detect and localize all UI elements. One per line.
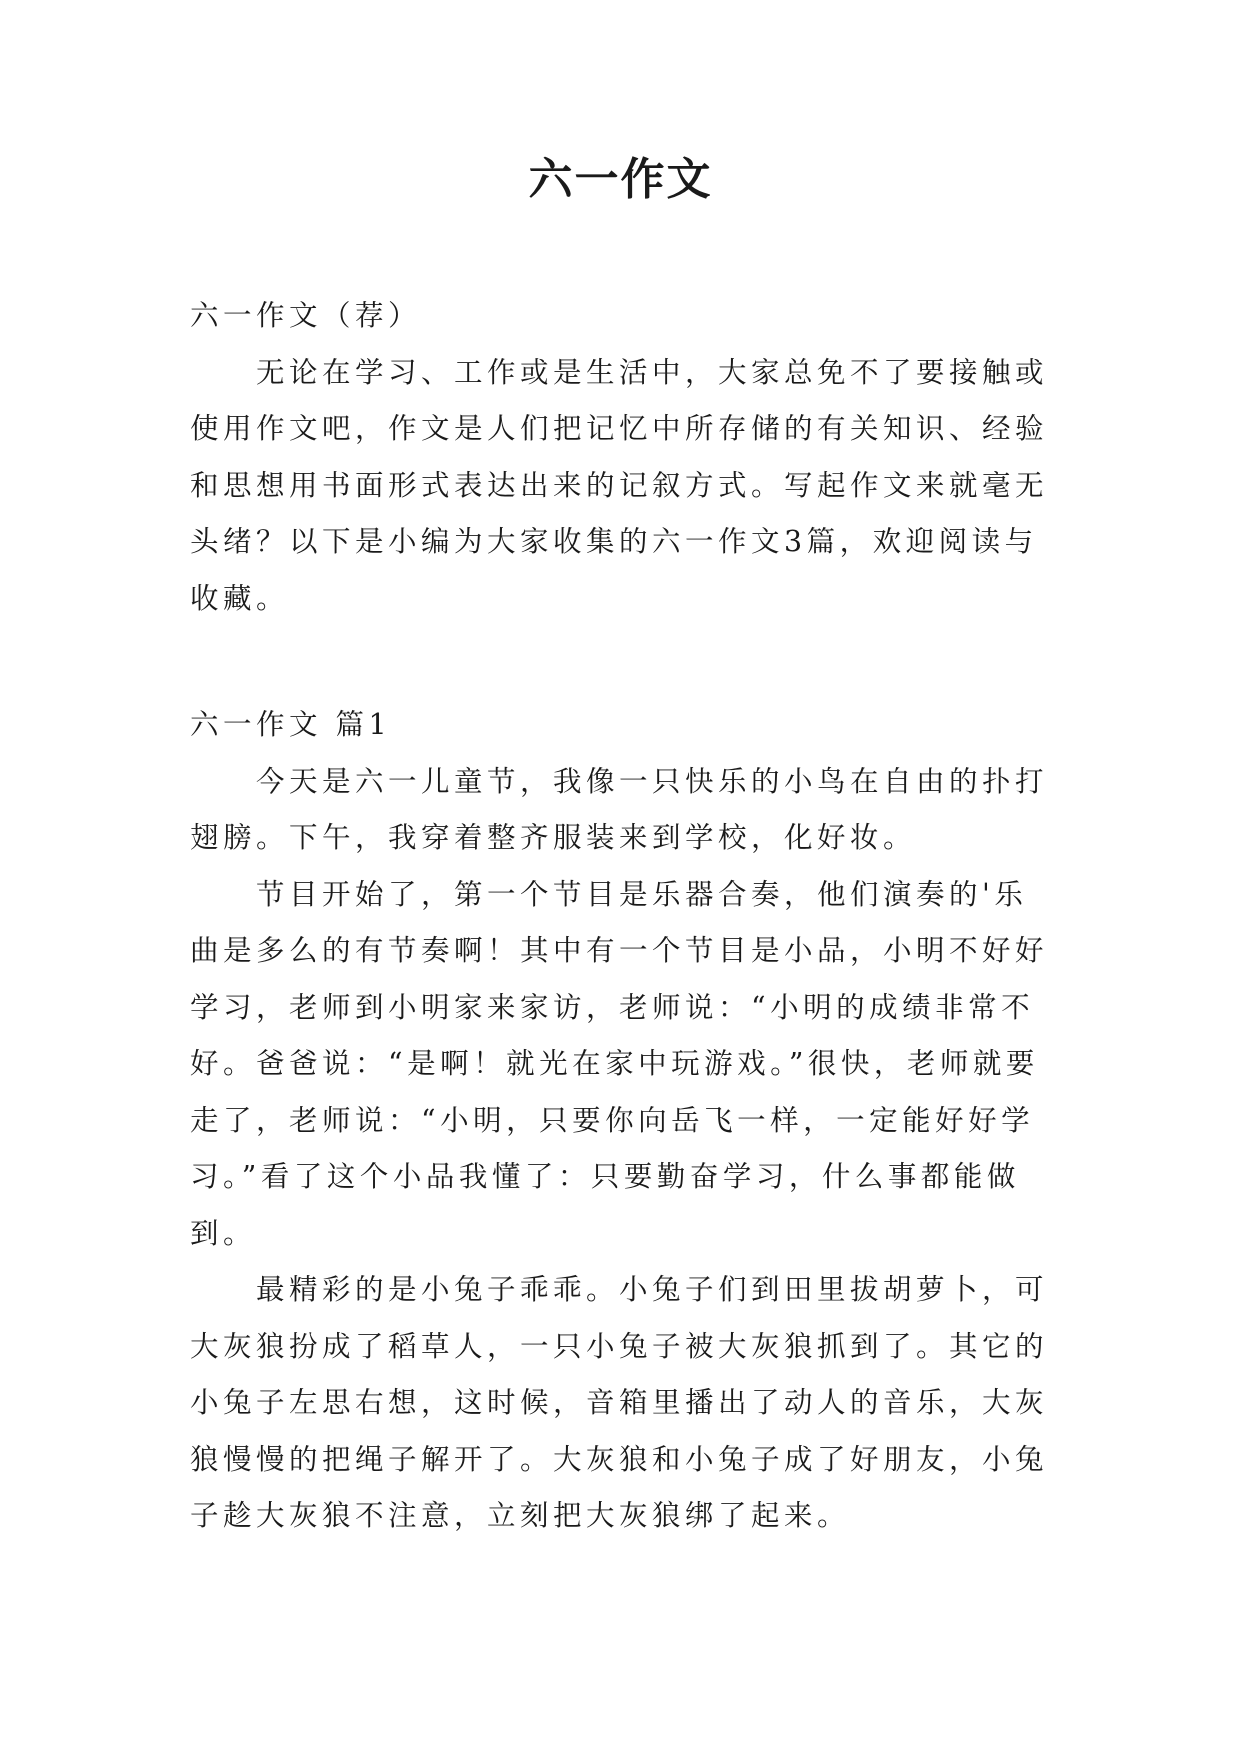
document-title: 六一作文 <box>528 154 713 205</box>
intro-paragraph: 无论在学习、工作或是生活中，大家总免不了要接触或使用作文吧，作文是人们把记忆中所存储的有关知识、经验和思想用书面形式表达出来的记叙方式。写起作文来就毫无头绪？以下是小编为大家收集的六一作文3篇，欢迎阅读与收藏。 <box>190 355 1049 615</box>
section1-heading: 六一作文 篇1 <box>190 708 392 741</box>
intro-heading: 六一作文（荐） <box>190 299 422 332</box>
section-spacer <box>190 627 1055 697</box>
section1-paragraph-1: 今天是六一儿童节，我像一只快乐的小鸟在自由的扑打翅膀。下午，我穿着整齐服装来到学校，化好妆。 <box>190 764 1049 854</box>
section1-paragraph-3: 最精彩的是小兔子乖乖。小兔子们到田里拔胡萝卜，可大灰狼扮成了稻草人，一只小兔子被大灰狼抓到了。其它的小兔子左思右想，这时候，音箱里播出了动人的音乐，大灰狼慢慢的把绳子解开了。大灰狼和小兔子成了好朋友，小兔子趁大灰狼不注意，立刻把大灰狼绑了起来。 <box>190 1273 1049 1532</box>
document-body <box>190 288 1055 1545</box>
section1-paragraph-2: 节目开始了，第一个节目是乐器合奏，他们演奏的'乐曲是多么的有节奏啊！其中有一个节目是小品，小明不好好学习，老师到小明家来家访，老师说：“小明的成绩非常不好。爸爸说：“是啊！就光在家中玩游戏。”很快，老师就要走了，老师说：“小明，只要你向岳飞一样，一定能好好学习。”看了这个小品我懂了：只要勤奋学习，什么事都能做到。 <box>190 877 1049 1250</box>
